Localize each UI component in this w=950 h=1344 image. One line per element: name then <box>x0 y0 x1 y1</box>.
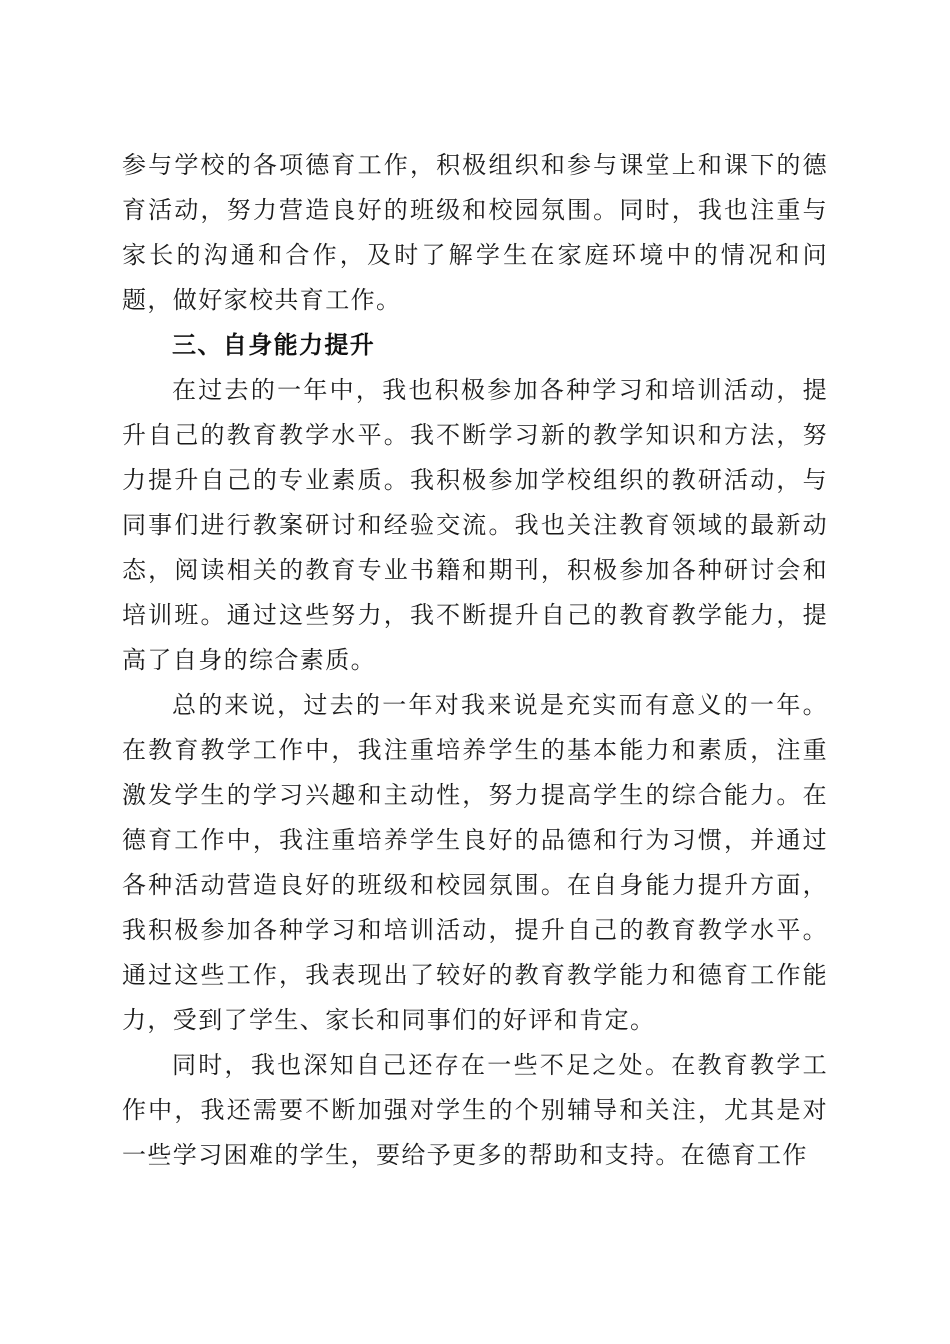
paragraph-shortcomings: 同时，我也深知自己还存在一些不足之处。在教育教学工作中，我还需要不断加强对学生的个别辅导和关注，尤其是对一些学习困难的学生，要给予更多的帮助和支持。在德育工作 <box>122 1051 828 1169</box>
paragraph-moral-education-continued: 参与学校的各项德育工作，积极组织和参与课堂上和课下的德育活动，努力营造良好的班级和校园氛围。同时，我也注重与家长的沟通和合作，及时了解学生在家庭环境中的情况和问题，做好家校共育工作。 <box>122 151 828 314</box>
paragraph-summary: 总的来说，过去的一年对我来说是充实而有意义的一年。在教育教学工作中，我注重培养学生的基本能力和素质，注重激发学生的学习兴趣和主动性，努力提高学生的综合能力。在德育工作中，我注重培养学生良好的品德和行为习惯，并通过各种活动营造良好的班级和校园氛围。在自身能力提升方面，我积极参加各种学习和培训活动，提升自己的教育教学水平。通过这些工作，我表现出了较好的教育教学能力和德育工作能力，受到了学生、家长和同事们的好评和肯定。 <box>122 691 828 1034</box>
paragraph-self-improvement: 在过去的一年中，我也积极参加各种学习和培训活动，提升自己的教育教学水平。我不断学习新的教学知识和方法，努力提升自己的专业素质。我积极参加学校组织的教研活动，与同事们进行教案研讨和经验交流。我也关注教育领域的最新动态，阅读相关的教育专业书籍和期刊，积极参加各种研讨会和培训班。通过这些努力，我不断提升自己的教育教学能力，提高了自身的综合素质。 <box>122 376 828 674</box>
document-body <box>122 143 828 1178</box>
section-heading-self-improvement: 三、自身能力提升 <box>172 331 376 359</box>
